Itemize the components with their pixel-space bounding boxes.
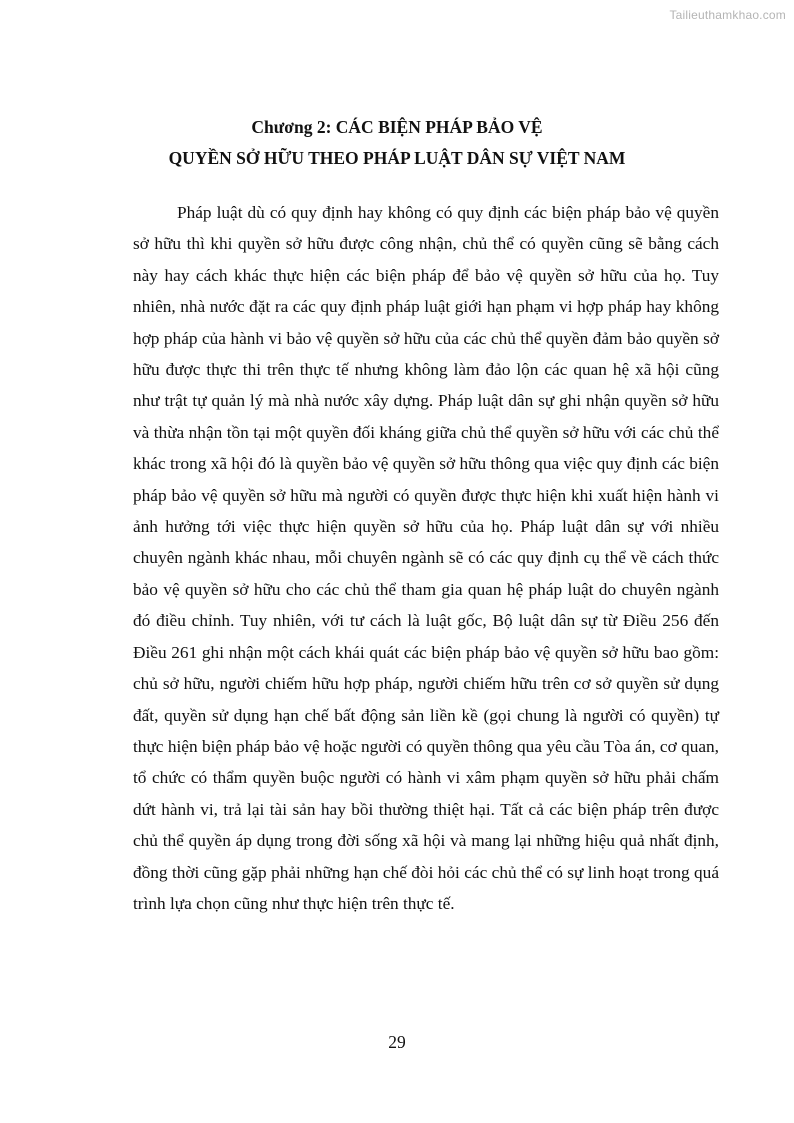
page-number: 29 xyxy=(388,1032,406,1052)
body-paragraph: Pháp luật dù có quy định hay không có quy định các biện pháp bảo vệ quyền sở hữu thì khi quyền sở hữu được công nhận, chủ thể có quyền cũng sẽ bằng cách này hay cách khác thực hiện các biện pháp để bảo vệ quyền sở hữu của họ. Tuy nhiên, nhà nước đặt ra các quy định pháp luật giới hạn phạm vi hợp pháp hay không hợp pháp của hành vi bảo vệ quyền sở hữu của các chủ thể quyền đảm bảo quyền sở hữu được thực thi trên thực tế nhưng không làm đảo lộn các quan hệ xã hội cũng như trật tự quản lý mà nhà nước xây dựng. Pháp luật dân sự ghi nhận quyền sở hữu và thừa nhận tồn tại một quyền đối kháng giữa chủ thể quyền sở hữu với các chủ thể khác trong xã hội đó là quyền bảo vệ quyền sở hữu thông qua việc quy định các biện pháp bảo vệ quyền sở hữu mà người có quyền được thực hiện khi xuất hiện hành vi ảnh hưởng tới việc thực hiện quyền sở hữu của họ. Pháp luật dân sự với nhiều chuyên ngành khác nhau, mỗi chuyên ngành sẽ có các quy định cụ thể về cách thức bảo vệ quyền sở hữu cho các chủ thể tham gia quan hệ pháp luật do chuyên ngành đó điều chỉnh. Tuy nhiên, với tư cách là luật gốc, Bộ luật dân sự từ Điều 256 đến Điều 261 ghi nhận một cách khái quát các biện pháp bảo vệ quyền sở hữu bao gồm: chủ sở hữu, người chiếm hữu hợp pháp, người chiếm hữu trên cơ sở quyền sử dụng đất, quyền sử dụng hạn chế bất động sản liền kề (gọi chung là người có quyền) tự thực hiện biện pháp bảo vệ hoặc người có quyền thông qua yêu cầu Tòa án, cơ quan, tổ chức có thẩm quyền buộc người có hành vi xâm phạm quyền sở hữu phải chấm dứt hành vi, trả lại tài sản hay bồi thường thiệt hại. Tất cả các biện pháp trên được chủ thể quyền áp dụng trong đời sống xã hội và mang lại những hiệu quả nhất định, đồng thời cũng gặp phải những hạn chế đòi hỏi các chủ thể có sự linh hoạt trong quá trình lựa chọn cũng như thực hiện trên thực tế. xyxy=(133,203,719,913)
watermark: Tailieuthamkhao.com xyxy=(669,8,786,22)
chapter-title-line-2: QUYỀN SỞ HỮU THEO PHÁP LUẬT DÂN SỰ VIỆT NAM xyxy=(168,148,626,168)
chapter-title-line-1: Chương 2: CÁC BIỆN PHÁP BẢO VỆ xyxy=(251,117,543,137)
chapter-heading xyxy=(0,112,794,174)
